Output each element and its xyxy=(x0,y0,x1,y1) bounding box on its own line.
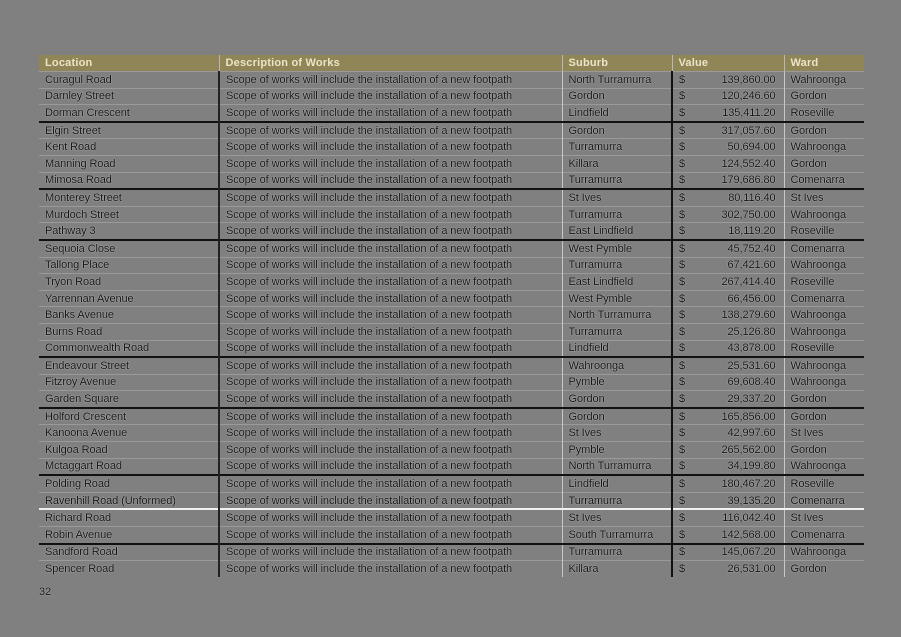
table-row xyxy=(39,139,864,156)
currency-symbol: $ xyxy=(679,309,686,322)
description-cell: Scope of works will include the installation of a new footpath xyxy=(219,274,562,291)
description-cell: Scope of works will include the installation of a new footpath xyxy=(219,307,562,324)
location-cell: Kanoona Avenue xyxy=(39,425,219,442)
ward-cell: Roseville xyxy=(784,274,864,291)
ward-cell: St Ives xyxy=(784,425,864,442)
location-cell: Commonwealth Road xyxy=(39,340,219,357)
location-cell: Fitzroy Avenue xyxy=(39,374,219,391)
ward-cell: Wahroonga xyxy=(784,323,864,340)
suburb-cell: St Ives xyxy=(562,189,672,206)
currency-symbol: $ xyxy=(679,259,686,272)
suburb-cell: East Lindfield xyxy=(562,274,672,291)
suburb-cell: Turramurra xyxy=(562,323,672,340)
value-cell xyxy=(672,544,784,561)
location-cell: Elgin Street xyxy=(39,122,219,139)
value-cell xyxy=(672,374,784,391)
currency-symbol: $ xyxy=(679,106,686,119)
value-amount: 34,199.80 xyxy=(727,460,776,473)
suburb-cell: Killara xyxy=(562,155,672,172)
description-cell: Scope of works will include the installation of a new footpath xyxy=(219,323,562,340)
value-amount: 66,456.00 xyxy=(727,292,776,305)
location-cell: Spencer Road xyxy=(39,561,219,577)
suburb-cell: East Lindfield xyxy=(562,223,672,240)
description-cell: Scope of works will include the installation of a new footpath xyxy=(219,340,562,357)
currency-symbol: $ xyxy=(679,141,686,154)
description-cell: Scope of works will include the installation of a new footpath xyxy=(219,206,562,223)
suburb-cell: Gordon xyxy=(562,408,672,425)
value-cell xyxy=(672,206,784,223)
location-cell: Polding Road xyxy=(39,475,219,492)
currency-symbol: $ xyxy=(679,191,686,204)
description-cell: Scope of works will include the installation of a new footpath xyxy=(219,290,562,307)
value-amount: 124,552.40 xyxy=(721,157,776,170)
value-cell xyxy=(672,425,784,442)
description-cell: Scope of works will include the installation of a new footpath xyxy=(219,458,562,475)
description-cell: Scope of works will include the installation of a new footpath xyxy=(219,357,562,374)
value-cell xyxy=(672,561,784,577)
suburb-cell: Wahroonga xyxy=(562,357,672,374)
suburb-cell: Gordon xyxy=(562,88,672,105)
table-row xyxy=(39,509,864,526)
value-cell xyxy=(672,391,784,408)
table-row xyxy=(39,290,864,307)
ward-cell: Wahroonga xyxy=(784,357,864,374)
table-row xyxy=(39,307,864,324)
value-cell xyxy=(672,357,784,374)
suburb-cell: Lindfield xyxy=(562,475,672,492)
suburb-cell: North Turramurra xyxy=(562,72,672,89)
ward-cell: Gordon xyxy=(784,561,864,577)
table-row xyxy=(39,223,864,240)
description-cell: Scope of works will include the installation of a new footpath xyxy=(219,492,562,509)
value-amount: 267,414.40 xyxy=(721,275,776,288)
ward-cell: Comenarra xyxy=(784,527,864,544)
ward-cell: St Ives xyxy=(784,189,864,206)
page-number: 32 xyxy=(39,586,52,598)
currency-symbol: $ xyxy=(679,242,686,255)
description-cell: Scope of works will include the installation of a new footpath xyxy=(219,425,562,442)
location-cell: Burns Road xyxy=(39,323,219,340)
table-row xyxy=(39,425,864,442)
location-cell: Robin Avenue xyxy=(39,527,219,544)
currency-symbol: $ xyxy=(679,174,686,187)
value-cell xyxy=(672,155,784,172)
table-row xyxy=(39,240,864,257)
works-table-container xyxy=(39,55,864,577)
currency-symbol: $ xyxy=(679,275,686,288)
location-cell: Murdoch Street xyxy=(39,206,219,223)
value-amount: 142,568.00 xyxy=(721,528,776,541)
value-amount: 80,116.40 xyxy=(728,191,776,204)
value-amount: 45,752.40 xyxy=(727,242,776,255)
description-cell: Scope of works will include the installation of a new footpath xyxy=(219,105,562,122)
ward-cell: Wahroonga xyxy=(784,257,864,274)
ward-cell: Comenarra xyxy=(784,172,864,189)
description-cell: Scope of works will include the installation of a new footpath xyxy=(219,172,562,189)
table-row xyxy=(39,206,864,223)
value-cell xyxy=(672,274,784,291)
description-cell: Scope of works will include the installation of a new footpath xyxy=(219,189,562,206)
value-amount: 25,126.80 xyxy=(727,325,776,338)
value-amount: 145,067.20 xyxy=(721,546,776,559)
value-cell xyxy=(672,139,784,156)
value-amount: 67,421.60 xyxy=(727,259,776,272)
description-cell: Scope of works will include the installation of a new footpath xyxy=(219,155,562,172)
suburb-cell: Turramurra xyxy=(562,257,672,274)
table-row xyxy=(39,189,864,206)
table-row xyxy=(39,458,864,475)
ward-cell: Comenarra xyxy=(784,290,864,307)
description-cell: Scope of works will include the installation of a new footpath xyxy=(219,257,562,274)
table-header-row xyxy=(39,55,864,72)
value-amount: 18,119.20 xyxy=(728,225,776,238)
value-cell xyxy=(672,122,784,139)
suburb-cell: Turramurra xyxy=(562,172,672,189)
ward-cell: Roseville xyxy=(784,340,864,357)
table-row xyxy=(39,492,864,509)
suburb-cell: Lindfield xyxy=(562,340,672,357)
value-amount: 180,467.20 xyxy=(721,478,776,491)
currency-symbol: $ xyxy=(679,478,686,491)
currency-symbol: $ xyxy=(679,157,686,170)
ward-cell: Comenarra xyxy=(784,492,864,509)
description-cell: Scope of works will include the installation of a new footpath xyxy=(219,223,562,240)
suburb-cell: Pymble xyxy=(562,374,672,391)
value-amount: 69,608.40 xyxy=(727,376,776,389)
location-cell: Mimosa Road xyxy=(39,172,219,189)
table-row xyxy=(39,155,864,172)
value-amount: 265,562.00 xyxy=(721,443,776,456)
description-cell: Scope of works will include the installation of a new footpath xyxy=(219,122,562,139)
table-row xyxy=(39,105,864,122)
table-row xyxy=(39,391,864,408)
currency-symbol: $ xyxy=(679,393,686,406)
value-cell xyxy=(672,527,784,544)
table-row xyxy=(39,340,864,357)
suburb-cell: Turramurra xyxy=(562,544,672,561)
value-cell xyxy=(672,72,784,89)
table-row xyxy=(39,323,864,340)
description-cell: Scope of works will include the installation of a new footpath xyxy=(219,509,562,526)
currency-symbol: $ xyxy=(679,359,686,372)
value-amount: 139,860.00 xyxy=(721,73,776,86)
value-cell xyxy=(672,408,784,425)
currency-symbol: $ xyxy=(679,427,686,440)
value-cell xyxy=(672,509,784,526)
value-cell xyxy=(672,442,784,459)
suburb-cell: West Pymble xyxy=(562,240,672,257)
value-amount: 317,057.60 xyxy=(721,124,776,137)
description-cell: Scope of works will include the installation of a new footpath xyxy=(219,374,562,391)
currency-symbol: $ xyxy=(679,563,686,576)
suburb-cell: Turramurra xyxy=(562,492,672,509)
table-body xyxy=(39,72,864,577)
location-cell: Kulgoa Road xyxy=(39,442,219,459)
location-cell: Holford Crescent xyxy=(39,408,219,425)
currency-symbol: $ xyxy=(679,494,686,507)
description-cell: Scope of works will include the installation of a new footpath xyxy=(219,561,562,577)
location-cell: Pathway 3 xyxy=(39,223,219,240)
currency-symbol: $ xyxy=(679,73,686,86)
suburb-cell: St Ives xyxy=(562,425,672,442)
value-cell xyxy=(672,340,784,357)
location-cell: Dorman Crescent xyxy=(39,105,219,122)
value-amount: 138,279.60 xyxy=(721,309,776,322)
description-cell: Scope of works will include the installation of a new footpath xyxy=(219,544,562,561)
ward-cell: Wahroonga xyxy=(784,139,864,156)
table-row xyxy=(39,442,864,459)
suburb-cell: North Turramurra xyxy=(562,458,672,475)
currency-symbol: $ xyxy=(679,546,686,559)
table-row xyxy=(39,544,864,561)
location-cell: Monterey Street xyxy=(39,189,219,206)
location-cell: Yarrennan Avenue xyxy=(39,290,219,307)
table-row xyxy=(39,475,864,492)
currency-symbol: $ xyxy=(679,410,686,423)
value-amount: 25,531.60 xyxy=(727,359,776,372)
ward-cell: Gordon xyxy=(784,155,864,172)
ward-cell: Roseville xyxy=(784,223,864,240)
description-cell: Scope of works will include the installation of a new footpath xyxy=(219,442,562,459)
value-cell xyxy=(672,105,784,122)
table-row xyxy=(39,561,864,577)
ward-cell: Wahroonga xyxy=(784,206,864,223)
location-cell: Garden Square xyxy=(39,391,219,408)
description-cell: Scope of works will include the installation of a new footpath xyxy=(219,408,562,425)
currency-symbol: $ xyxy=(679,208,686,221)
description-cell: Scope of works will include the installation of a new footpath xyxy=(219,240,562,257)
location-cell: Ravenhill Road (Unformed) xyxy=(39,492,219,509)
suburb-cell: Pymble xyxy=(562,442,672,459)
suburb-cell: St Ives xyxy=(562,509,672,526)
location-cell: Endeavour Street xyxy=(39,357,219,374)
value-amount: 39,135.20 xyxy=(727,494,776,507)
suburb-cell: North Turramurra xyxy=(562,307,672,324)
table-row xyxy=(39,274,864,291)
table-row xyxy=(39,357,864,374)
value-cell xyxy=(672,323,784,340)
value-cell xyxy=(672,240,784,257)
table-row xyxy=(39,72,864,89)
suburb-cell: Turramurra xyxy=(562,206,672,223)
description-cell: Scope of works will include the installation of a new footpath xyxy=(219,72,562,89)
value-cell xyxy=(672,223,784,240)
description-cell: Scope of works will include the installation of a new footpath xyxy=(219,527,562,544)
suburb-cell: Turramurra xyxy=(562,139,672,156)
value-amount: 42,997.60 xyxy=(727,427,776,440)
ward-cell: Gordon xyxy=(784,391,864,408)
location-cell: Manning Road xyxy=(39,155,219,172)
suburb-cell: South Turramurra xyxy=(562,527,672,544)
table-row xyxy=(39,374,864,391)
works-table xyxy=(39,55,864,577)
ward-cell: Wahroonga xyxy=(784,72,864,89)
description-cell: Scope of works will include the installation of a new footpath xyxy=(219,88,562,105)
description-cell: Scope of works will include the installation of a new footpath xyxy=(219,475,562,492)
ward-cell: Wahroonga xyxy=(784,374,864,391)
header-value: Value xyxy=(672,55,784,72)
ward-cell: Roseville xyxy=(784,475,864,492)
header-ward: Ward xyxy=(784,55,864,72)
value-amount: 179,686.80 xyxy=(721,174,776,187)
location-cell: Richard Road xyxy=(39,509,219,526)
table-row xyxy=(39,122,864,139)
value-cell xyxy=(672,88,784,105)
currency-symbol: $ xyxy=(679,124,686,137)
location-cell: Banks Avenue xyxy=(39,307,219,324)
location-cell: Tallong Place xyxy=(39,257,219,274)
value-amount: 26,531.00 xyxy=(727,563,776,576)
suburb-cell: Killara xyxy=(562,561,672,577)
currency-symbol: $ xyxy=(679,376,686,389)
suburb-cell: West Pymble xyxy=(562,290,672,307)
ward-cell: St Ives xyxy=(784,509,864,526)
ward-cell: Comenarra xyxy=(784,240,864,257)
value-amount: 302,750.00 xyxy=(721,208,776,221)
value-amount: 43,878.00 xyxy=(727,342,776,355)
currency-symbol: $ xyxy=(679,292,686,305)
location-cell: Darnley Street xyxy=(39,88,219,105)
location-cell: Sequoia Close xyxy=(39,240,219,257)
suburb-cell: Lindfield xyxy=(562,105,672,122)
header-suburb: Suburb xyxy=(562,55,672,72)
value-cell xyxy=(672,307,784,324)
value-cell xyxy=(672,492,784,509)
ward-cell: Gordon xyxy=(784,122,864,139)
ward-cell: Gordon xyxy=(784,408,864,425)
ward-cell: Wahroonga xyxy=(784,307,864,324)
ward-cell: Gordon xyxy=(784,442,864,459)
description-cell: Scope of works will include the installation of a new footpath xyxy=(219,139,562,156)
currency-symbol: $ xyxy=(679,342,686,355)
currency-symbol: $ xyxy=(679,90,686,103)
value-amount: 50,694.00 xyxy=(727,141,776,154)
description-cell: Scope of works will include the installation of a new footpath xyxy=(219,391,562,408)
table-row xyxy=(39,408,864,425)
ward-cell: Wahroonga xyxy=(784,458,864,475)
value-amount: 135,411.20 xyxy=(722,106,776,119)
location-cell: Sandford Road xyxy=(39,544,219,561)
table-row xyxy=(39,257,864,274)
ward-cell: Wahroonga xyxy=(784,544,864,561)
table-row xyxy=(39,172,864,189)
value-cell xyxy=(672,475,784,492)
value-amount: 29,337.20 xyxy=(727,393,776,406)
table-row xyxy=(39,527,864,544)
ward-cell: Gordon xyxy=(784,88,864,105)
ward-cell: Roseville xyxy=(784,105,864,122)
value-cell xyxy=(672,189,784,206)
location-cell: Tryon Road xyxy=(39,274,219,291)
currency-symbol: $ xyxy=(679,528,686,541)
table-row xyxy=(39,88,864,105)
location-cell: Curagul Road xyxy=(39,72,219,89)
value-amount: 116,042.40 xyxy=(722,512,776,525)
value-cell xyxy=(672,290,784,307)
currency-symbol: $ xyxy=(679,225,686,238)
currency-symbol: $ xyxy=(679,443,686,456)
currency-symbol: $ xyxy=(679,460,686,473)
location-cell: Kent Road xyxy=(39,139,219,156)
currency-symbol: $ xyxy=(679,325,686,338)
value-cell xyxy=(672,172,784,189)
header-description: Description of Works xyxy=(219,55,562,72)
value-amount: 165,856.00 xyxy=(721,410,776,423)
suburb-cell: Gordon xyxy=(562,122,672,139)
value-cell xyxy=(672,458,784,475)
currency-symbol: $ xyxy=(679,512,686,525)
value-cell xyxy=(672,257,784,274)
value-amount: 120,246.60 xyxy=(721,90,776,103)
header-location: Location xyxy=(39,55,219,72)
location-cell: Mctaggart Road xyxy=(39,458,219,475)
suburb-cell: Gordon xyxy=(562,391,672,408)
